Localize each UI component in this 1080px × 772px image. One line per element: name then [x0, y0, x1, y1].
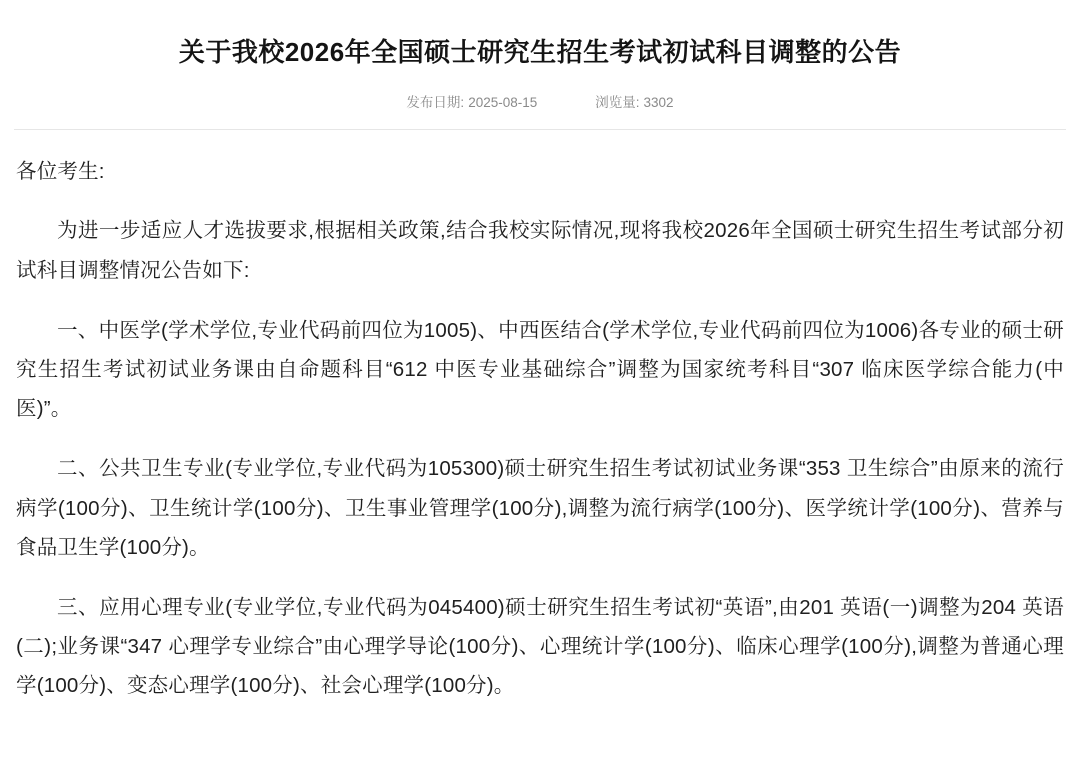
paragraph-intro: 为进一步适应人才选拔要求,根据相关政策,结合我校实际情况,现将我校2026年全国硕士研究生招生考试部分初试科目调整情况公告如下: — [16, 219, 1064, 282]
paragraph-item-3: 三、应用心理专业(专业学位,专业代码为045400)硕士研究生招生考试初“英语”,由201 英语(一)调整为204 英语(二);业务课“347 心理学专业综合”由心理学导论(100分)、心理统计学(100分)、临床心理学(100分),调整为普通心理学(100分)、变态心理学(100分)、社会心理学(100分)。 — [16, 595, 1064, 698]
article-body — [14, 152, 1066, 706]
view-count-label: 浏览量: — [595, 94, 640, 110]
page-title: 关于我校2026年全国硕士研究生招生考试初试科目调整的公告 — [178, 37, 902, 68]
publish-date-value: 2025-08-15 — [468, 94, 538, 110]
view-count-value: 3302 — [643, 94, 674, 110]
publish-date — [406, 91, 537, 111]
paragraph-item-2: 二、公共卫生专业(专业学位,专业代码为105300)硕士研究生招生考试初试业务课“353 卫生综合”由原来的流行病学(100分)、卫生统计学(100分)、卫生事业管理学(100分),调整为流行病学(100分)、医学统计学(100分)、营养与食品卫生学(100分)。 — [16, 457, 1064, 559]
view-count — [595, 91, 673, 111]
publish-date-label: 发布日期: — [406, 94, 465, 110]
salutation: 各位考生: — [16, 159, 105, 183]
article-meta — [14, 91, 1066, 111]
paragraph-item-1: 一、中医学(学术学位,专业代码前四位为1005)、中西医结合(学术学位,专业代码前四位为1006)各专业的硕士研究生招生考试初试业务课由自命题科目“612 中医专业基础综合”调整为国家统考科目“307 临床医学综合能力(中医)”。 — [16, 318, 1064, 421]
header-divider — [14, 129, 1066, 130]
article-page — [0, 17, 1080, 772]
